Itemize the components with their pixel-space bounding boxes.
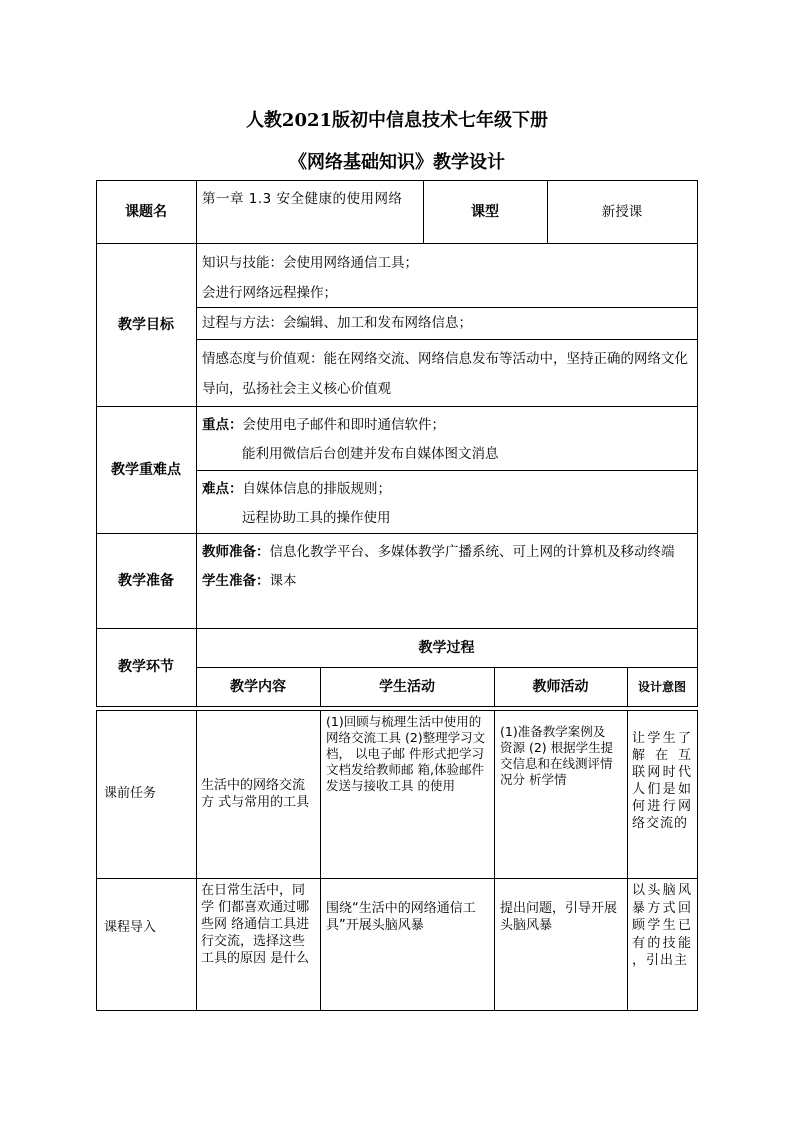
key-title: 重点： (202, 417, 243, 433)
topic-label: 课题名 (125, 203, 167, 220)
step-name: 课前任务 (104, 786, 157, 801)
key-label: 教学重难点 (111, 461, 181, 478)
prep-label: 教学准备 (118, 572, 174, 589)
col-header-content: 教学内容 (230, 678, 286, 695)
teacher-prep: 信息化教学平台、多媒体教学广播系统、可上网的计算机及移动终端 (269, 544, 675, 560)
goals-knowledge (196, 246, 697, 306)
step-teacher-activity: 提出问题，引导开展 头脑风暴 (500, 901, 618, 933)
document-title: 人教2021版初中信息技术七年级下册 (245, 110, 549, 131)
step-content: 生活中的网络交流方 式与常用的工具 (201, 778, 310, 810)
difficulty-point-1: 自媒体信息的排版规则； (242, 481, 391, 497)
goals-label: 教学目标 (118, 316, 174, 333)
student-prep: 课本 (269, 573, 297, 589)
difficulty-title: 难点： (202, 481, 243, 497)
step-student-activity: 围绕“生活中的网络通信工具”开展头脑风暴 (326, 901, 476, 933)
difficulty-point-2: 远程协助工具的操作使用 (242, 510, 391, 526)
key-point-2: 能利用微信后台创建并发布自媒体图文消息 (242, 446, 499, 462)
key-point-1: 会使用电子邮件和即时通信软件； (242, 417, 445, 433)
step-teacher-activity: (1)准备教学案例及 资源 (2) 根据学生提交信息和在线测评情况分 析学情 (500, 724, 614, 787)
col-header-student: 学生活动 (379, 678, 435, 695)
document-subtitle: 《网络基础知识》教学设计 (289, 152, 505, 173)
key-points (196, 409, 697, 470)
goals-knowledge-line-1: 知识与技能：会使用网络通信工具； (202, 255, 418, 271)
teacher-prep-title: 教师准备： (202, 544, 270, 560)
goals-emotion: 情感态度与价值观：能在网络交流、网络信息发布等活动中，坚持正确的网络文化导向，弘扬社会主义核心价值观 (202, 351, 688, 397)
step-intent: 让学生了解在互 联网时代人们是如何进行网络交流的 (632, 731, 692, 831)
prep-content (196, 536, 697, 628)
col-header-intent: 设计意图 (637, 679, 686, 694)
step-student-activity: (1)回顾与梳理生活中使用的 网络交流工具 (2)整理学习文档， 以电子邮 件形式把学习文档发给教师邮 箱,体验邮件发送与接收工具 的使用 (326, 714, 486, 793)
step-name: 课程导入 (104, 919, 157, 935)
process-label: 教学环节 (118, 659, 174, 675)
goals-process: 过程与方法：会编辑、加工和发布网络信息； (202, 315, 472, 331)
lesson-type-label: 课型 (471, 203, 499, 220)
student-prep-title: 学生准备： (202, 573, 270, 589)
step-intent: 以头脑风暴方式回顾学生已有的技能 ，引出主 (632, 883, 692, 968)
lesson-type-value: 新授课 (601, 203, 643, 220)
process-header: 教学过程 (418, 639, 475, 656)
topic-value: 第一章 1.3 安全健康的使用网络 (202, 191, 403, 207)
goals-knowledge-line-2: 会进行网络远程操作； (202, 285, 337, 301)
col-header-teacher: 教师活动 (532, 678, 589, 695)
difficulty-points (196, 473, 697, 533)
step-content: 在日常生活中，同学 们都喜欢通过哪些网 络通信工具进行交流，选择这些工具的原因 是什么 (201, 883, 310, 966)
